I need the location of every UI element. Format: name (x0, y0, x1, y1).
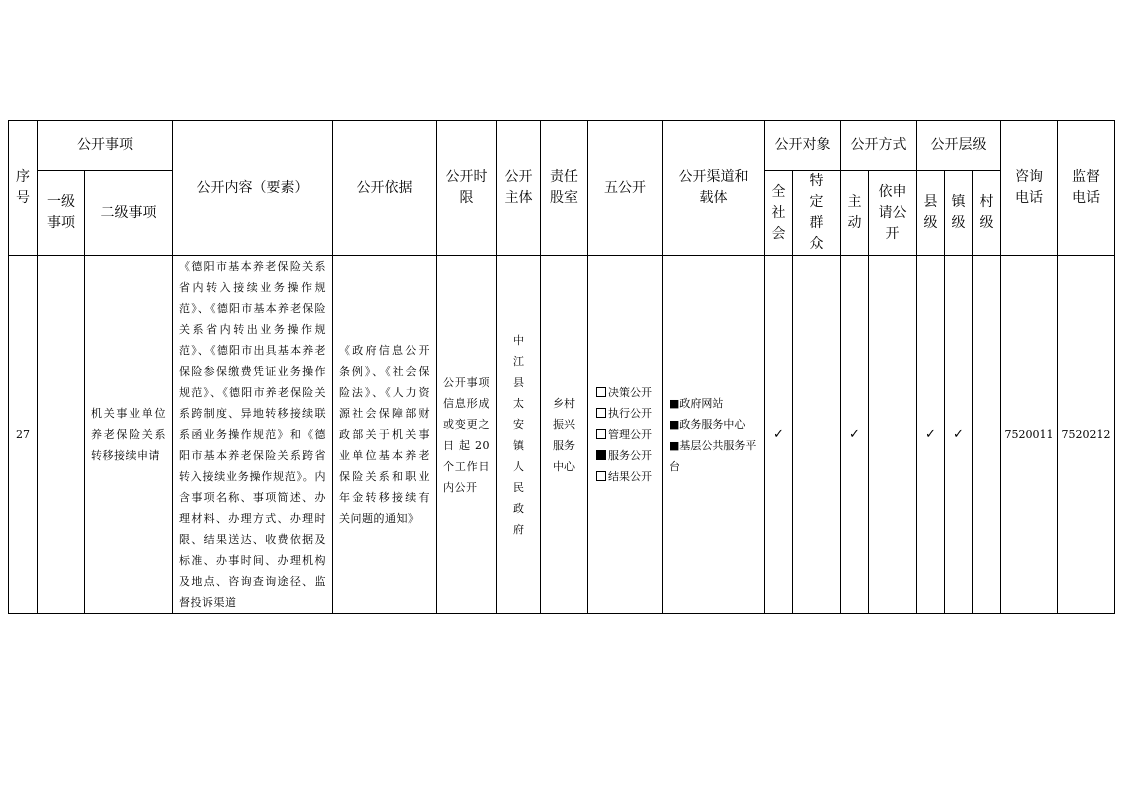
header-level1: 一级事项 (38, 171, 85, 256)
cell-method-active: ✓ (841, 256, 869, 614)
header-channel: 公开渠道和载体 (663, 121, 765, 256)
channel-item: ■基层公共服务平台 (669, 438, 757, 473)
table-row (9, 256, 1115, 614)
five-public-label: 服务公开 (608, 449, 652, 462)
cell-basis: 《政府信息公开条例》、《社会保险法》、《人力资源社会保障部财政部关于机关事业单位基本养老保险关系和职业年金转移接续有关问题的通知》 (333, 256, 437, 614)
header-office: 责任股室 (541, 121, 588, 256)
cell-level1 (38, 256, 85, 614)
cell-office: 乡村振兴服务中心 (541, 256, 588, 614)
five-public-item (596, 382, 654, 403)
header-subject: 公开主体 (497, 121, 541, 256)
cell-level2: 机关事业单位养老保险关系转移接续申请 (85, 256, 173, 614)
cell-content: 《德阳市基本养老保险关系省内转入接续业务操作规范》、《德阳市基本养老保险关系省内转出业务操作规范》、《德阳市出具基本养老保险参保缴费凭证业务操作规范》、《德阳市养老保险关系跨制度、异地转移接续联系函业务操作规范》和《德阳市基本养老保险关系跨省转入接续业务操作规范》。内含事项名称、事项简述、办理材料、办理方式、办理时限、结果送达、收费依据及标准、办事时间、办理机构及地点、咨询查询途径、监督投诉渠道 (173, 256, 333, 614)
five-public-item (596, 466, 654, 487)
header-method: 公开方式 (841, 121, 917, 171)
cell-channel (663, 256, 765, 614)
header-content: 公开内容（要素） (173, 121, 333, 256)
header-level2: 二级事项 (85, 171, 173, 256)
five-public-label: 管理公开 (608, 428, 652, 441)
unchecked-box-icon (596, 387, 606, 397)
header-five-public: 五公开 (588, 121, 663, 256)
checked-box-icon (596, 450, 606, 460)
header-target-specific: 特定群众 (793, 171, 841, 256)
five-public-item (596, 403, 654, 424)
header-method-request: 依申请公开 (869, 171, 917, 256)
five-public-item (596, 424, 654, 445)
channel-list (669, 393, 758, 477)
cell-level-town: ✓ (945, 256, 973, 614)
cell-five-public (588, 256, 663, 614)
unchecked-box-icon (596, 471, 606, 481)
cell-supervise-phone: 7520212 (1058, 256, 1115, 614)
disclosure-table (8, 120, 1115, 614)
header-target: 公开对象 (765, 121, 841, 171)
header-method-active: 主动 (841, 171, 869, 256)
header-target-all: 全社会 (765, 171, 793, 256)
header-basis: 公开依据 (333, 121, 437, 256)
header-time-limit: 公开时限 (437, 121, 497, 256)
header-consult-phone: 咨询电话 (1001, 121, 1058, 256)
cell-level-village (973, 256, 1001, 614)
cell-target-all: ✓ (765, 256, 793, 614)
unchecked-box-icon (596, 408, 606, 418)
five-public-item (596, 445, 654, 466)
cell-level-county: ✓ (917, 256, 945, 614)
channel-item: ■政府网站 (669, 396, 724, 410)
header-level-town: 镇级 (945, 171, 973, 256)
five-public-label: 结果公开 (608, 470, 652, 483)
cell-consult-phone: 7520011 (1001, 256, 1058, 614)
header-seq: 序号 (9, 121, 38, 256)
header-public-item: 公开事项 (38, 121, 173, 171)
five-public-list (596, 382, 654, 487)
channel-item: ■政务服务中心 (669, 417, 746, 431)
cell-method-request (869, 256, 917, 614)
cell-time-limit: 公开事项信息形成或变更之日起20个工作日内公开 (437, 256, 497, 614)
cell-subject: 中江县太安镇人民政府 (497, 256, 541, 614)
cell-seq: 27 (9, 256, 38, 614)
unchecked-box-icon (596, 429, 606, 439)
five-public-label: 决策公开 (608, 386, 652, 399)
cell-target-specific (793, 256, 841, 614)
header-supervise-phone: 监督电话 (1058, 121, 1115, 256)
five-public-label: 执行公开 (608, 407, 652, 420)
header-level-village: 村级 (973, 171, 1001, 256)
header-level: 公开层级 (917, 121, 1001, 171)
header-level-county: 县级 (917, 171, 945, 256)
